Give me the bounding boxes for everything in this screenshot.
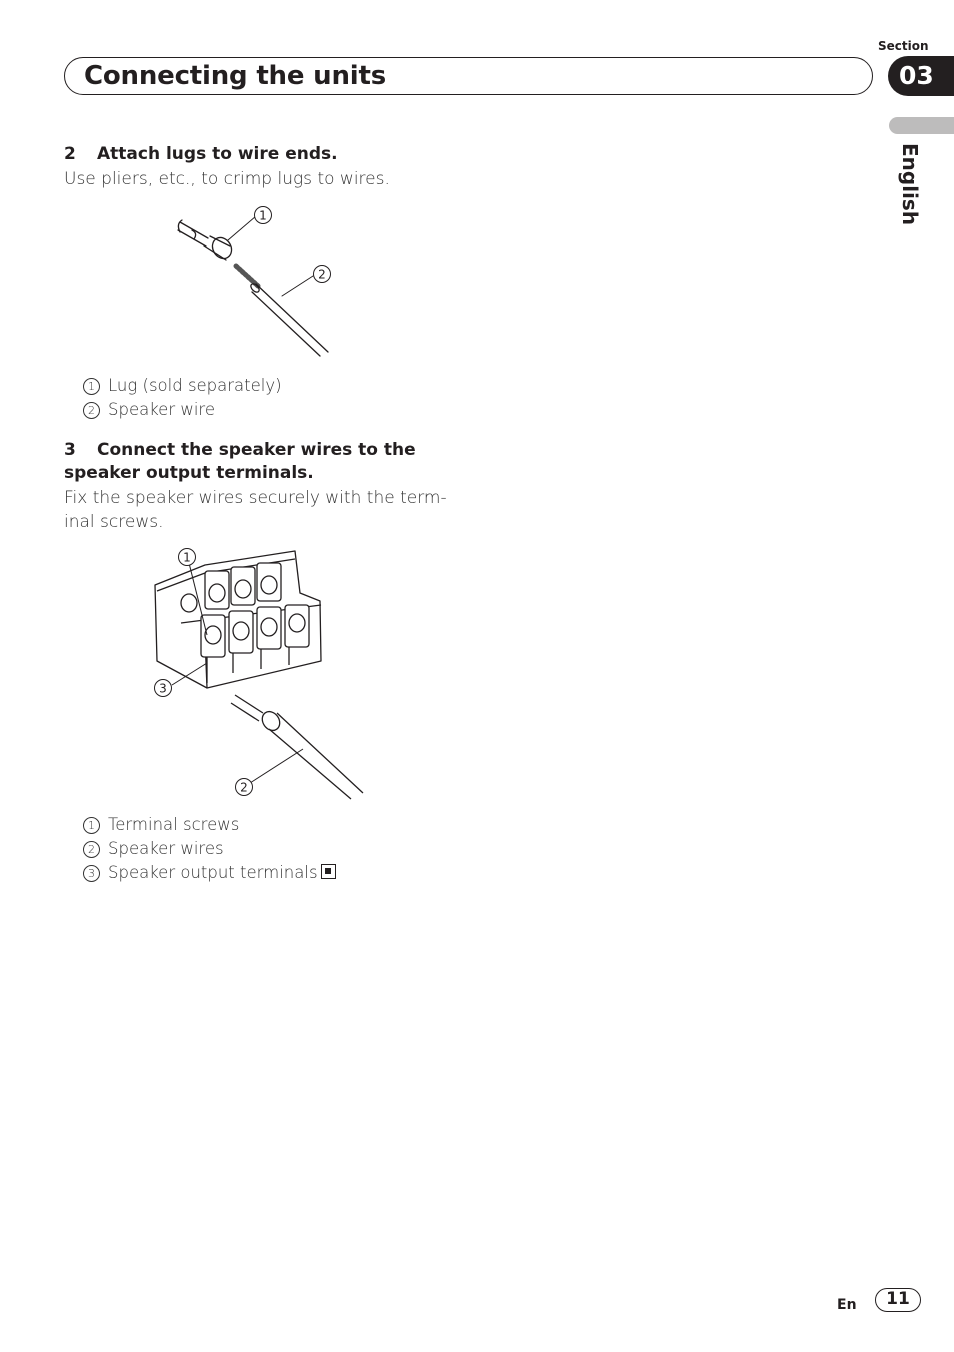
- stripped-wire: [236, 266, 258, 286]
- speaker-wire-lower: [252, 292, 320, 356]
- section-label: Section: [878, 39, 929, 53]
- speaker-wire-upper: [256, 284, 328, 352]
- step-number: 2: [64, 144, 76, 164]
- step-2-text: Use pliers, etc., to crimp lugs to wires.: [64, 169, 390, 189]
- page-title: Connecting the units: [84, 61, 386, 91]
- page-number: 11: [875, 1288, 921, 1312]
- language-code: En: [837, 1297, 857, 1313]
- figure-callout: 2: [240, 780, 248, 795]
- speaker-wire: [269, 713, 363, 799]
- step-heading-text: Attach lugs to wire ends.: [97, 144, 338, 164]
- section-number: 03: [899, 61, 934, 90]
- step-3-heading-line2: speaker output terminals.: [64, 463, 314, 483]
- section-number-tab: [888, 56, 954, 96]
- callout-leader-2: [250, 749, 303, 783]
- caption-text: Terminal screws: [108, 815, 240, 834]
- step-2-heading: [64, 143, 338, 166]
- caption-number: 2: [83, 841, 100, 858]
- caption-text: Speaker wires: [108, 839, 224, 858]
- caption-number: 1: [83, 378, 100, 395]
- lug-prong-upper: [180, 222, 208, 238]
- caption-number: 1: [83, 817, 100, 834]
- step-heading-text: Connect the speaker wires to the: [97, 440, 416, 460]
- lug-prongs: [231, 695, 263, 721]
- step-3-text-line2: inal screws.: [64, 512, 164, 532]
- figure-callout: 1: [183, 550, 191, 565]
- language-label: English: [898, 143, 922, 226]
- step-3-text-line1: Fix the speaker wires securely with the term-: [64, 488, 447, 508]
- lug-prong-lower: [178, 230, 206, 246]
- caption-number: 3: [83, 865, 100, 882]
- step-3-heading: [64, 439, 416, 462]
- figure-callout: 1: [259, 208, 267, 223]
- end-of-section-icon: [321, 864, 336, 879]
- caption-text: Lug (sold separately): [108, 376, 282, 395]
- caption-item: [83, 374, 282, 398]
- language-tab-bar: [889, 117, 954, 134]
- caption-text: Speaker wire: [108, 400, 216, 419]
- callout-leader-2: [282, 276, 313, 296]
- terminal-block-illustration: [145, 543, 375, 803]
- figure-callout: 2: [318, 267, 326, 282]
- caption-item: [83, 813, 239, 837]
- caption-item: [83, 837, 224, 861]
- lug-wire-illustration: [170, 200, 350, 360]
- lug-fork-tip: [178, 220, 182, 232]
- caption-item: [83, 861, 336, 885]
- step-number: 3: [64, 440, 76, 460]
- caption-item: [83, 398, 215, 422]
- caption-number: 2: [83, 402, 100, 419]
- callout-leader-1: [228, 216, 256, 240]
- figure-callout: 3: [159, 681, 167, 696]
- caption-text: Speaker output terminals: [108, 863, 318, 882]
